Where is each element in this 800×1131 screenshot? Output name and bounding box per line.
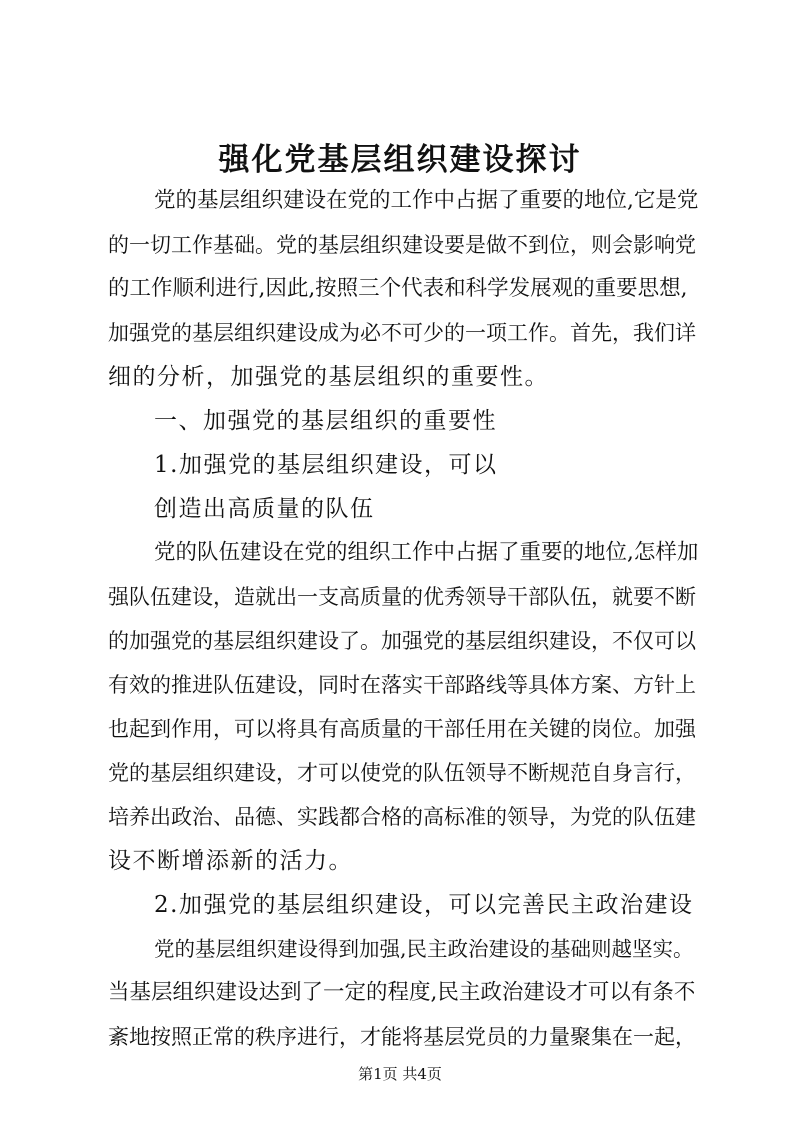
- text-line: 加强党的基层组织建设成为必不可少的一项工作。首先，我们详: [108, 321, 696, 345]
- text-line: 强队伍建设，造就出一支高质量的优秀领导干部队伍，就要不断: [108, 585, 696, 609]
- text-line: 党的基层组织建设在党的工作中占据了重要的地位,它是党: [154, 188, 699, 213]
- subsection-heading: 创造出高质量的队伍: [154, 496, 375, 522]
- text-line: 当基层组织建设达到了一定的程度,民主政治建设才可以有条不: [108, 980, 696, 1005]
- text-line: 党的基层组织建设得到加强,民主政治建设的基础则越坚实。: [154, 937, 694, 961]
- page-footer: 第1页 共4页: [358, 1065, 442, 1083]
- subsection-heading: 1.加强党的基层组织建设，可以: [154, 452, 498, 478]
- text-line: 党的队伍建设在党的组织工作中占据了重要的地位,怎样加: [154, 540, 699, 565]
- text-line: 的工作顺利进行,因此,按照三个代表和科学发展观的重要思想,: [108, 276, 688, 301]
- text-line: 培养出政治、品德、实践都合格的高标准的领导，为党的队伍建: [108, 805, 696, 829]
- text-line: 细的分析，加强党的基层组织的重要性。: [108, 364, 549, 390]
- text-line: 也起到作用，可以将具有高质量的干部任用在关键的岗位。加强: [108, 717, 696, 741]
- text-line: 紊地按照正常的秩序进行，才能将基层党员的力量聚集在一起，: [108, 1025, 696, 1049]
- section-heading: 一、加强党的基层组织的重要性: [154, 408, 497, 434]
- subsection-heading: 2.加强党的基层组织建设，可以完善民主政治建设: [154, 892, 694, 918]
- text-line: 设不断增添新的活力。: [108, 848, 353, 874]
- text-line: 的一切工作基础。党的基层组织建设要是做不到位，则会影响党: [108, 233, 696, 257]
- text-line: 的加强党的基层组织建设了。加强党的基层组织建设，不仅可以: [108, 629, 696, 653]
- text-line: 党的基层组织建设，才可以使党的队伍领导不断规范自身言行，: [108, 761, 696, 785]
- page-title: 强化党基层组织建设探讨: [218, 142, 582, 178]
- text-line: 有效的推进队伍建设，同时在落实干部路线等具体方案、方针上: [108, 673, 696, 697]
